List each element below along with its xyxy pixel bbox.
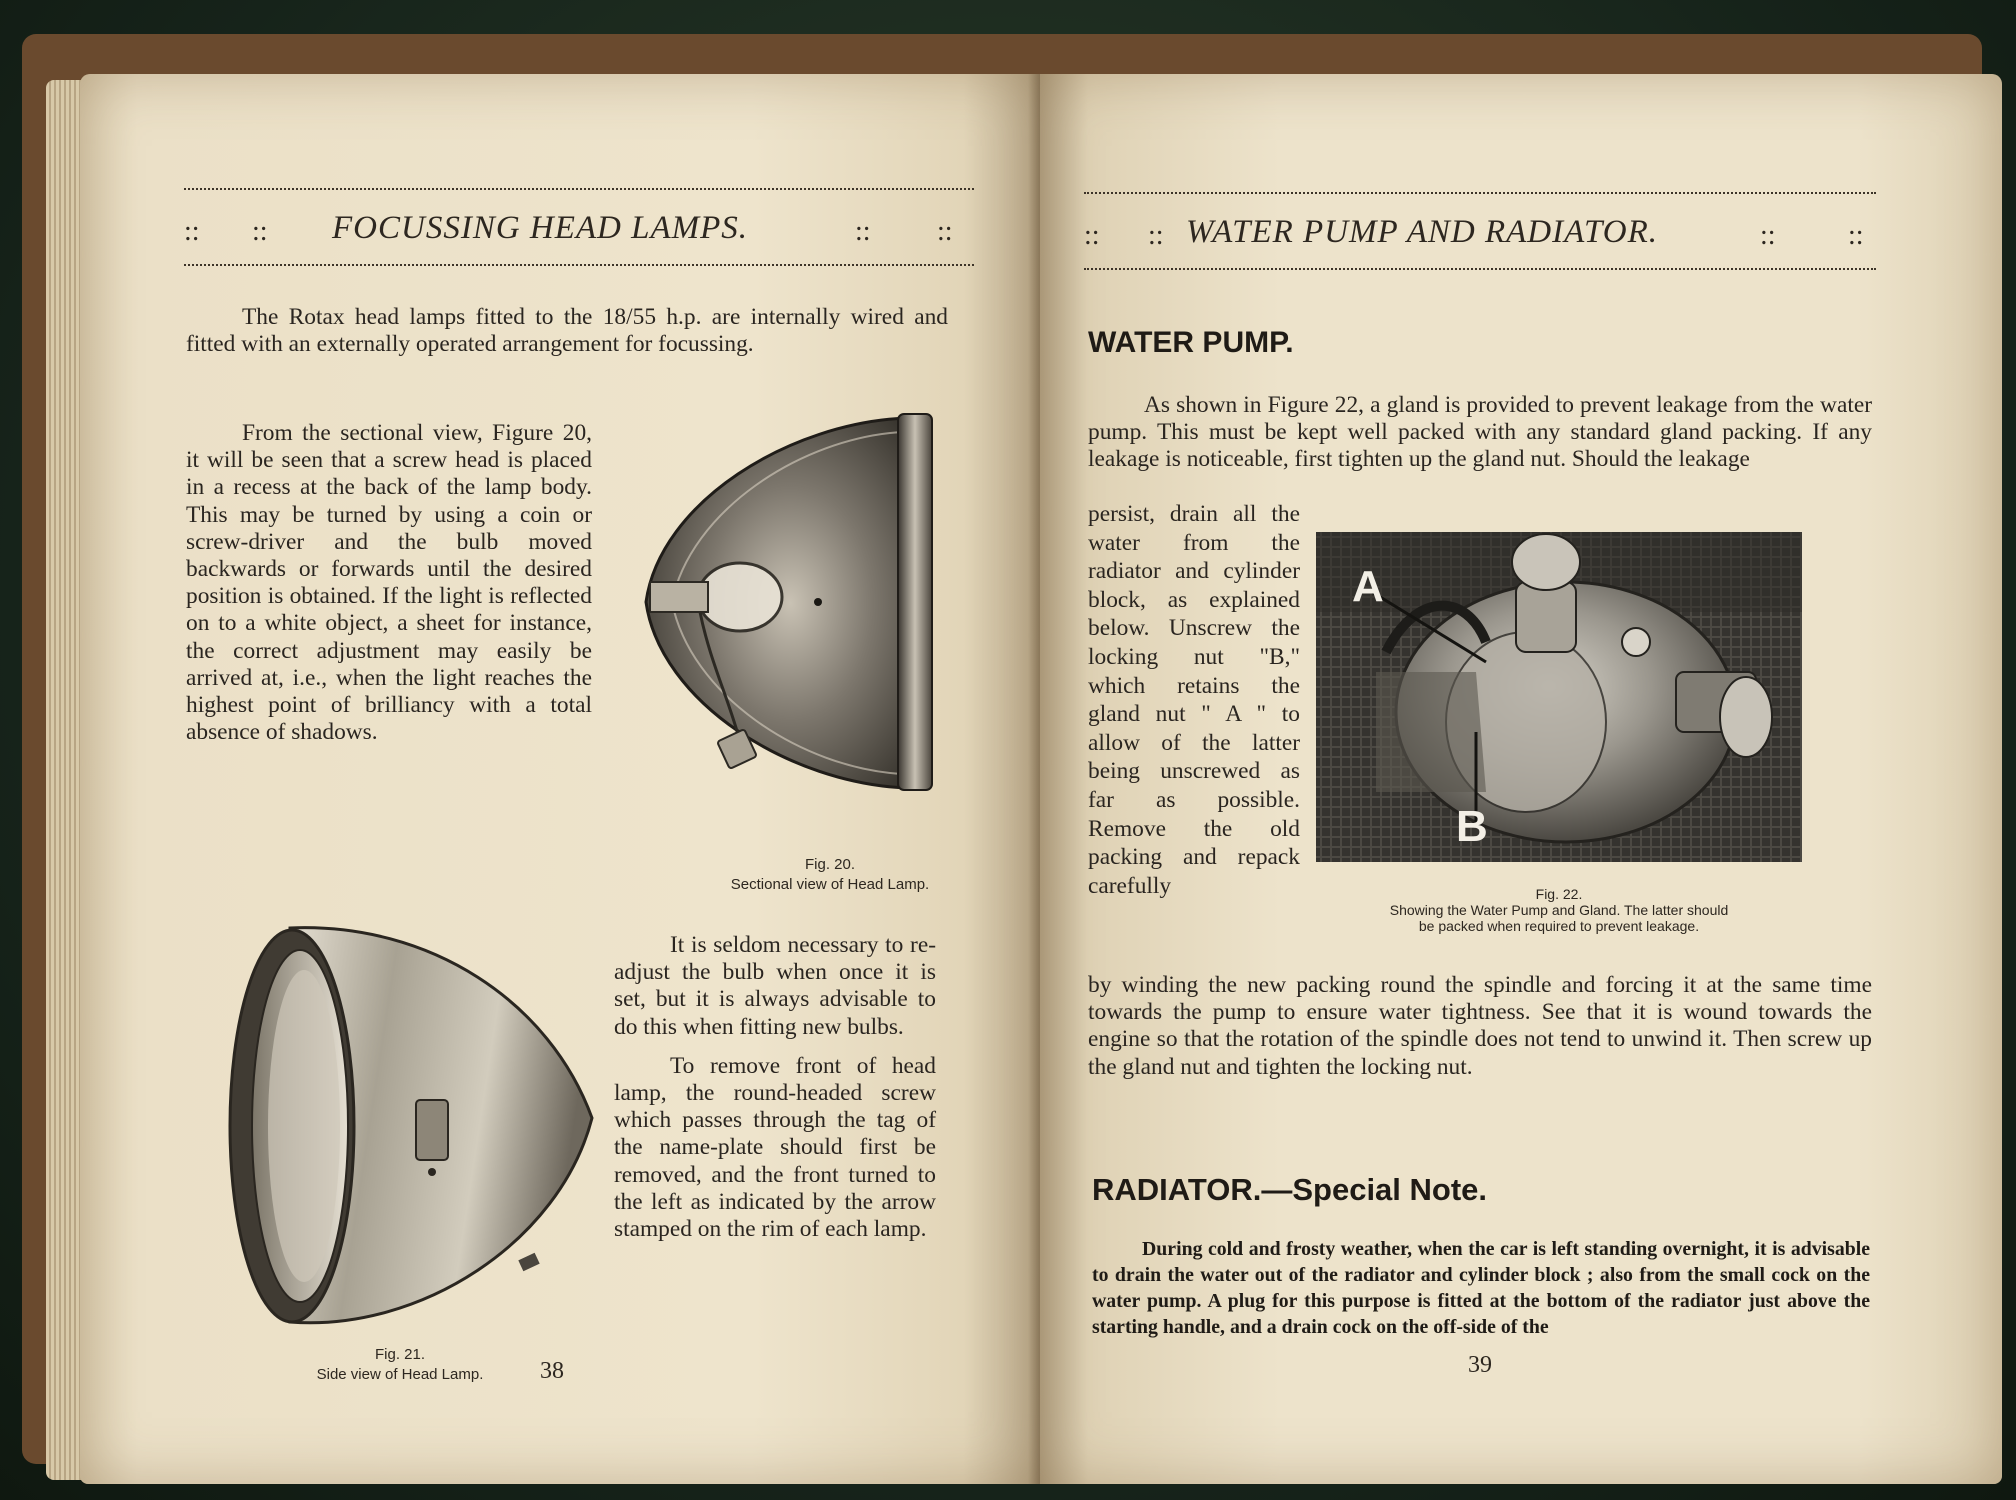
fig20-sectional-lamp-illustration [640,412,950,792]
header-ornament: :: [252,216,268,247]
fig21-caption: Side view of Head Lamp. [316,1366,484,1383]
marker-b-label: B [1456,802,1488,851]
fig20-caption: Sectional view of Head Lamp. [730,876,930,893]
left-page [80,74,1040,1484]
fig22-caption-line1: Showing the Water Pump and Gland. The latter should [1389,902,1729,918]
header-ornament: :: [1760,220,1776,251]
header-rule-bottom [184,264,974,266]
para-text: As shown in Figure 22, a gland is provided to prevent leakage from the water pump. This must be kept well packed with any standard gland packing. If any leakage is noticeable, first tighten up the gland nut. Should the leakage [1088,392,1872,473]
open-book [22,34,1982,1464]
marker-a-label: A [1352,562,1384,611]
fig21-label: Fig. 21. [374,1346,426,1363]
water-pump-paragraph-bottom [1088,972,1872,1081]
para-text: persist, drain all the water from the radiator and cylinder block, as explained below. Unscrew the locking nut "B," which retains the gland nut " A " to allow of the latter being unscrewed as far as possible. Remove the old packing and repack carefully [1088,501,1300,899]
header-ornament: :: [855,216,871,247]
sectional-view-paragraph [186,420,592,746]
fig22-caption-line2: be packed when required to prevent leakage. [1418,918,1700,934]
radiator-note-paragraph [1092,1236,1870,1340]
section-heading-radiator: RADIATOR.—Special Note. [1092,1172,1488,1207]
fig20-label: Fig. 20. [804,856,856,873]
page-number: 39 [1468,1352,1492,1378]
header-ornament: :: [184,216,200,247]
para-text: To remove front of head lamp, the round-headed screw which passes through the tag of the name-plate should first be removed, and the front turned to the left as indicated by the arrow stamped on the rim of each lamp. [614,1052,936,1243]
water-pump-paragraph-narrow [1088,500,1300,900]
fig22-label: Fig. 22. [1535,886,1583,902]
header-rule-top [1084,192,1876,194]
page-number: 38 [540,1358,564,1384]
water-pump-paragraph-top [1088,392,1872,474]
note-text: During cold and frosty weather, when the car is left standing overnight, it is advisable to drain the water out of the radiator and cylinder block ; also from the small cock on the water pump. A plug for this purpose is fitted at the bottom of the radiator just above the starting handle, and a drain cock on the off-side of the [1092,1238,1870,1338]
para-text: It is seldom necessary to re-adjust the bulb when once it is set, but it is always advisable to do this when fitting new bulbs. [614,932,936,1040]
para-text: by winding the new packing round the spindle and forcing it at the same time towards the pump to ensure water tightness. See that it is wound towards the engine so that the rotation of the spindle does not tend to unwind it. Then screw up the gland nut and tighten the locking nut. [1088,972,1872,1080]
intro-paragraph [186,304,948,358]
header-rule-bottom [1084,268,1876,270]
running-head: FOCUSSING HEAD LAMPS. [332,210,749,246]
fig22-water-pump-photo [1316,532,1802,862]
water-pump-drawing [1316,532,1802,862]
header-ornament: :: [1084,220,1100,251]
header-ornament: :: [1848,220,1864,251]
intro-text: The Rotax head lamps fitted to the 18/55 h.p. are internally wired and fitted with an externally operated arrangement for focussing. [186,304,948,358]
right-page [1040,74,2002,1484]
section-heading-water-pump: WATER PUMP. [1088,326,1294,359]
readjust-paragraphs [614,932,936,1243]
header-ornament: :: [1148,220,1164,251]
header-rule-top [184,188,974,190]
para-text: From the sectional view, Figure 20, it will be seen that a screw head is placed in a recess at the back of the lamp body. This may be turned by using a coin or screw-driver and the bulb moved backwards or forwards until the desired position is obtained. If the light is reflected on to a white object, a sheet for instance, the correct adjustment may easily be arrived at, i.e., when the light reaches the highest point of brilliancy with a total absence of shadows. [186,420,592,746]
fig21-side-lamp-illustration [220,922,600,1330]
running-head: WATER PUMP AND RADIATOR. [1186,214,1659,250]
header-ornament: :: [937,216,953,247]
